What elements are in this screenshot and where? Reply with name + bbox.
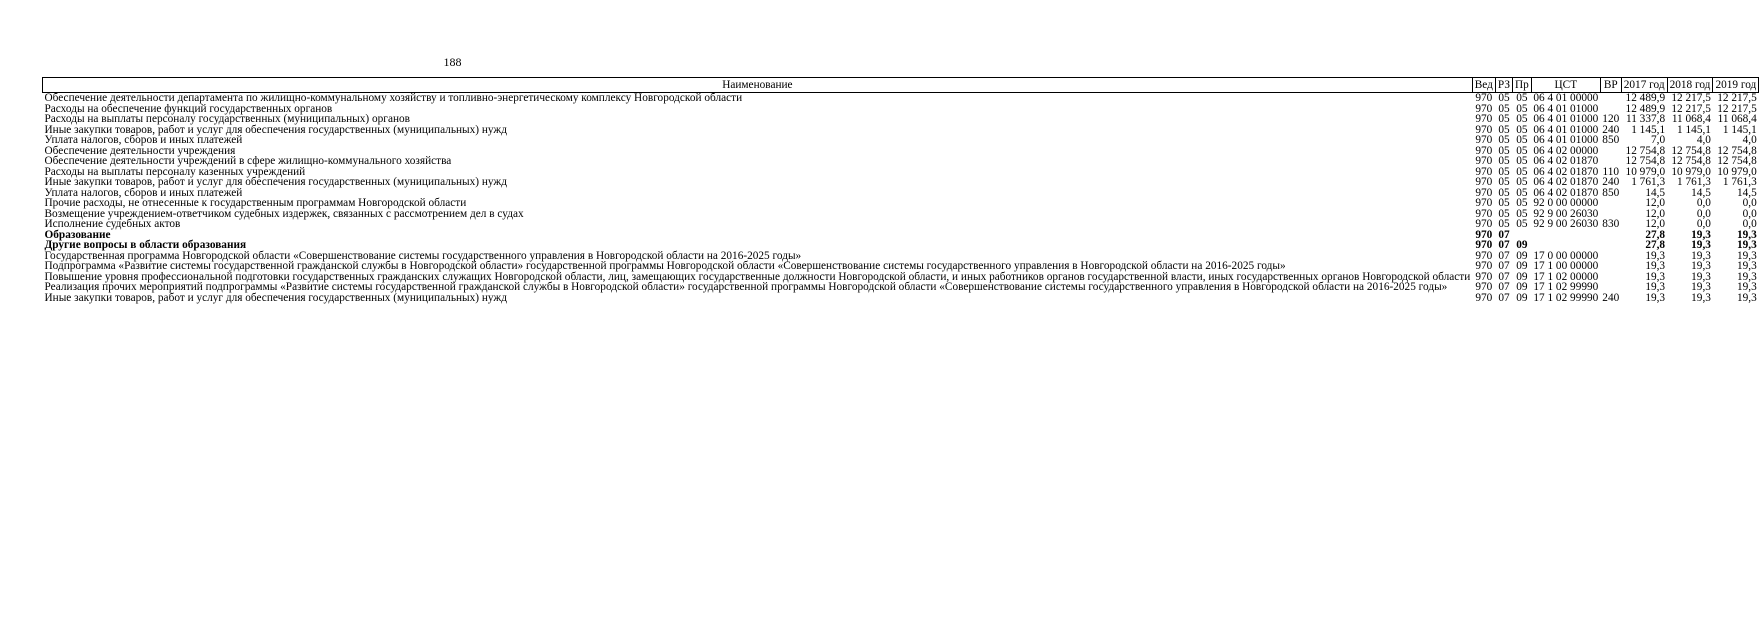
cell-rz: 05 bbox=[1498, 134, 1510, 146]
cell-ved: 970 bbox=[1475, 249, 1493, 262]
cell-cst: 17 1 02 00000 bbox=[1533, 270, 1599, 283]
cell-y2019: 4,0 bbox=[1742, 134, 1757, 146]
cell-y2019: 14,5 bbox=[1737, 186, 1757, 199]
cell-y2019: 12 217,5 bbox=[1717, 92, 1757, 104]
cell-vr bbox=[1600, 282, 1621, 293]
cell-vr bbox=[1600, 156, 1621, 167]
cell-cst: 06 4 02 01870 bbox=[1533, 186, 1599, 199]
cell-rz: 07 bbox=[1498, 228, 1510, 241]
cell-y2018: 12 754,8 bbox=[1671, 144, 1711, 157]
cell-name: Уплата налогов, сборов и иных платежей bbox=[44, 186, 243, 199]
cell-cst: 06 4 01 00000 bbox=[1533, 92, 1599, 104]
cell-cst: 06 4 02 00000 bbox=[1533, 144, 1599, 157]
cell-ved: 970 bbox=[1475, 186, 1493, 199]
cell-y2017: 7,0 bbox=[1650, 134, 1666, 146]
cell-pr: 05 bbox=[1516, 144, 1528, 157]
table-body bbox=[43, 93, 1759, 304]
cell-name: Расходы на выплаты персоналу казенных учреждений bbox=[44, 165, 306, 178]
cell-y2019: 11 068,4 bbox=[1717, 113, 1757, 125]
cell-cst: 92 9 00 26030 bbox=[1533, 207, 1599, 220]
cell-name: Реализация прочих мероприятий подпрограммы «Развитие системы государственной гражданской службы в Новгородской области» государственной программы Новгородской области «Совершенствование системы государственного управления в Новгородской области на 2016-2025 годы» bbox=[44, 281, 1448, 293]
cell-cst: 06 4 02 01870 bbox=[1533, 155, 1599, 167]
cell-pr: 09 bbox=[1516, 291, 1528, 304]
cell-y2017: 14,5 bbox=[1645, 186, 1666, 199]
cell-pr: 09 bbox=[1516, 281, 1528, 293]
cell-y2017: 12 754,8 bbox=[1625, 144, 1666, 157]
cell-y2017: 19,3 bbox=[1645, 281, 1666, 293]
cell-y2018: 0,0 bbox=[1696, 197, 1711, 209]
cell-pr: 05 bbox=[1516, 92, 1528, 104]
table-row bbox=[43, 240, 1759, 251]
cell-y2017: 19,3 bbox=[1645, 249, 1666, 262]
cell-rz: 07 bbox=[1498, 291, 1510, 304]
cell-pr: 05 bbox=[1516, 113, 1528, 125]
cell-y2019: 19,3 bbox=[1737, 239, 1757, 251]
page-number: 188 bbox=[443, 55, 462, 69]
cell-pr: 05 bbox=[1516, 186, 1528, 199]
cell-y2017: 1 145,1 bbox=[1631, 123, 1666, 136]
cell-rz: 05 bbox=[1498, 176, 1510, 188]
cell-name: Иные закупки товаров, работ и услуг для обеспечения государственных (муниципальных) нужд bbox=[44, 176, 507, 188]
cell-y2018: 1 761,3 bbox=[1677, 176, 1711, 188]
cell-pr: 05 bbox=[1516, 134, 1528, 146]
cell-vr: 240 bbox=[1602, 123, 1620, 136]
cell-ved: 970 bbox=[1475, 123, 1493, 136]
cell-y2018: 19,3 bbox=[1691, 281, 1711, 293]
cell-pr: 09 bbox=[1516, 249, 1528, 262]
header-name: Наименование bbox=[43, 78, 1473, 93]
cell-vr: 120 bbox=[1602, 113, 1620, 125]
cell-cst: 06 4 01 01000 bbox=[1533, 102, 1599, 115]
table-row bbox=[43, 293, 1759, 304]
cell-y2018: 12 217,5 bbox=[1671, 102, 1711, 115]
header-2018: 2018 год bbox=[1667, 78, 1713, 93]
cell-name: Другие вопросы в области образования bbox=[44, 239, 247, 251]
cell-y2017: 1 761,3 bbox=[1631, 176, 1666, 188]
cell-name: Образование bbox=[44, 228, 111, 241]
cell-cst: 17 0 00 00000 bbox=[1533, 249, 1599, 262]
cell-y2018: 0,0 bbox=[1696, 218, 1711, 230]
cell-cst: 17 1 02 99990 bbox=[1533, 291, 1599, 304]
cell-rz: 07 bbox=[1498, 281, 1510, 293]
cell-rz: 05 bbox=[1498, 144, 1510, 157]
cell-y2018: 11 068,4 bbox=[1671, 113, 1711, 125]
cell-vr bbox=[1600, 93, 1621, 104]
cell-name: Исполнение судебных актов bbox=[44, 218, 181, 230]
cell-ved: 970 bbox=[1475, 260, 1493, 272]
cell-y2019: 12 217,5 bbox=[1717, 102, 1757, 115]
cell-y2019: 0,0 bbox=[1742, 218, 1757, 230]
cell-y2019: 12 754,8 bbox=[1717, 155, 1757, 167]
cell-ved: 970 bbox=[1475, 228, 1493, 241]
cell-y2017: 10 979,0 bbox=[1625, 165, 1666, 178]
cell-ved: 970 bbox=[1475, 218, 1493, 230]
cell-name: Прочие расходы, не отнесенные к государственным программам Новгородской области bbox=[44, 197, 467, 209]
table-row bbox=[43, 135, 1759, 146]
cell-y2018: 19,3 bbox=[1691, 291, 1711, 304]
cell-name: Расходы на выплаты персоналу государственных (муниципальных) органов bbox=[44, 113, 410, 125]
cell-ved: 970 bbox=[1475, 134, 1493, 146]
cell-vr: 240 bbox=[1602, 291, 1620, 304]
table-row bbox=[43, 156, 1759, 167]
cell-pr: 09 bbox=[1516, 260, 1528, 272]
cell-pr: 05 bbox=[1516, 176, 1528, 188]
cell-ved: 970 bbox=[1475, 155, 1493, 167]
cell-y2017: 19,3 bbox=[1645, 270, 1666, 283]
cell-ved: 970 bbox=[1475, 281, 1493, 293]
cell-cst: 06 4 02 01870 bbox=[1533, 165, 1599, 178]
cell-vr: 110 bbox=[1602, 165, 1620, 178]
cell-pr: 05 bbox=[1516, 197, 1528, 209]
cell-vr bbox=[1600, 198, 1621, 209]
cell-y2018: 12 754,8 bbox=[1671, 155, 1711, 167]
cell-cst: 92 9 00 26030 bbox=[1533, 218, 1599, 230]
table-row bbox=[43, 198, 1759, 209]
cell-ved: 970 bbox=[1475, 270, 1493, 283]
cell-name: Уплата налогов, сборов и иных платежей bbox=[44, 134, 243, 146]
cell-y2017: 27,8 bbox=[1645, 239, 1666, 251]
cell-name: Возмещение учреждением-ответчиком судебных издержек, связанных с рассмотрением дел в судах bbox=[44, 207, 524, 220]
cell-y2019: 19,3 bbox=[1737, 228, 1757, 241]
table-row bbox=[43, 219, 1759, 230]
cell-y2019: 19,3 bbox=[1737, 270, 1757, 283]
cell-vr: 240 bbox=[1602, 176, 1620, 188]
cell-y2019: 19,3 bbox=[1737, 281, 1757, 293]
cell-y2019: 19,3 bbox=[1737, 260, 1757, 272]
cell-pr: 05 bbox=[1516, 165, 1528, 178]
cell-pr: 05 bbox=[1516, 102, 1528, 115]
cell-y2017: 12 489,9 bbox=[1625, 102, 1666, 115]
cell-vr: 850 bbox=[1602, 186, 1620, 199]
header-cst: ЦСТ bbox=[1531, 78, 1600, 93]
cell-name: Расходы на обеспечение функций государственных органов bbox=[44, 102, 333, 115]
cell-y2018: 14,5 bbox=[1691, 186, 1711, 199]
cell-y2019: 0,0 bbox=[1742, 197, 1757, 209]
cell-y2017: 12 489,9 bbox=[1625, 92, 1666, 104]
cell-rz: 05 bbox=[1498, 113, 1510, 125]
cell-pr: 05 bbox=[1516, 155, 1528, 167]
header-vr: ВР bbox=[1600, 78, 1621, 93]
cell-vr bbox=[1600, 272, 1621, 283]
cell-name: Иные закупки товаров, работ и услуг для обеспечения государственных (муниципальных) нужд bbox=[44, 123, 507, 136]
cell-ved: 970 bbox=[1475, 144, 1493, 157]
cell-rz: 05 bbox=[1498, 218, 1510, 230]
cell-cst: 17 1 02 99990 bbox=[1533, 281, 1599, 293]
cell-ved: 970 bbox=[1475, 176, 1493, 188]
cell-ved: 970 bbox=[1475, 113, 1493, 125]
header-2017: 2017 год bbox=[1621, 78, 1667, 93]
cell-vr bbox=[1600, 146, 1621, 157]
cell-y2018: 19,3 bbox=[1691, 228, 1711, 241]
cell-vr bbox=[1600, 251, 1621, 262]
cell-pr: 05 bbox=[1516, 218, 1528, 230]
table-row bbox=[43, 177, 1759, 188]
cell-y2018: 1 145,1 bbox=[1677, 123, 1711, 136]
cell-y2018: 10 979,0 bbox=[1671, 165, 1711, 178]
header-2019: 2019 год bbox=[1713, 78, 1759, 93]
cell-pr: 09 bbox=[1516, 239, 1528, 251]
header-pr: Пр bbox=[1513, 78, 1532, 93]
cell-y2019: 0,0 bbox=[1742, 207, 1757, 220]
cell-vr bbox=[1600, 240, 1621, 251]
cell-vr: 850 bbox=[1602, 134, 1620, 146]
table-row bbox=[43, 114, 1759, 125]
cell-ved: 970 bbox=[1475, 239, 1493, 251]
table-header-row bbox=[43, 78, 1759, 93]
cell-name: Обеспечение деятельности департамента по жилищно-коммунальному хозяйству и топливно-энергетическому комплексу Новгородской области bbox=[44, 92, 743, 104]
cell-rz: 05 bbox=[1498, 92, 1510, 104]
cell-cst: 92 0 00 00000 bbox=[1533, 197, 1599, 209]
cell-name: Обеспечение деятельности учреждений в сфере жилищно-коммунального хозяйства bbox=[44, 155, 452, 167]
cell-y2018: 19,3 bbox=[1691, 270, 1711, 283]
cell-cst bbox=[1531, 240, 1600, 251]
cell-cst bbox=[1531, 230, 1600, 241]
cell-y2018: 19,3 bbox=[1691, 239, 1711, 251]
cell-name: Подпрограмма «Развитие системы государственной гражданской службы в Новгородской области» государственной программы Новгородской области «Совершенствование системы государственного управления в Новгородской области на 2016-2025 годы» bbox=[44, 260, 1286, 272]
cell-ved: 970 bbox=[1475, 92, 1493, 104]
cell-ved: 970 bbox=[1475, 102, 1493, 115]
cell-ved: 970 bbox=[1475, 197, 1493, 209]
cell-name: Государственная программа Новгородской области «Совершенствование системы государственного управления в Новгородской области на 2016-2025 годы» bbox=[44, 249, 802, 262]
cell-y2019: 1 145,1 bbox=[1722, 123, 1757, 136]
cell-name: Иные закупки товаров, работ и услуг для обеспечения государственных (муниципальных) нужд bbox=[44, 291, 507, 304]
cell-y2017: 19,3 bbox=[1645, 291, 1666, 304]
budget-table bbox=[42, 77, 1759, 303]
cell-cst: 06 4 01 01000 bbox=[1533, 123, 1599, 136]
table-row bbox=[43, 261, 1759, 272]
table-row bbox=[43, 282, 1759, 293]
cell-pr: 05 bbox=[1516, 123, 1528, 136]
cell-rz: 05 bbox=[1498, 165, 1510, 178]
cell-y2017: 12,0 bbox=[1645, 218, 1666, 230]
cell-y2018: 19,3 bbox=[1691, 260, 1711, 272]
cell-rz: 05 bbox=[1498, 155, 1510, 167]
cell-y2019: 19,3 bbox=[1737, 249, 1757, 262]
cell-y2019: 12 754,8 bbox=[1717, 144, 1757, 157]
cell-pr: 05 bbox=[1516, 207, 1528, 220]
cell-y2018: 4,0 bbox=[1696, 134, 1711, 146]
cell-y2017: 19,3 bbox=[1645, 260, 1666, 272]
cell-y2017: 11 337,8 bbox=[1625, 113, 1666, 125]
cell-pr: 09 bbox=[1516, 270, 1528, 283]
cell-y2017: 12 754,8 bbox=[1625, 155, 1666, 167]
cell-vr: 830 bbox=[1602, 218, 1620, 230]
cell-y2017: 12,0 bbox=[1645, 207, 1666, 220]
cell-rz: 07 bbox=[1498, 270, 1510, 283]
cell-rz: 05 bbox=[1498, 207, 1510, 220]
cell-y2017: 27,8 bbox=[1645, 228, 1666, 241]
cell-name: Обеспечение деятельности учреждения bbox=[44, 144, 236, 157]
cell-y2019: 1 761,3 bbox=[1722, 176, 1757, 188]
cell-rz: 05 bbox=[1498, 102, 1510, 115]
cell-rz: 05 bbox=[1498, 123, 1510, 136]
cell-rz: 05 bbox=[1498, 186, 1510, 199]
cell-name: Повышение уровня профессиональной подготовки государственных гражданских служащих Новгородской области, лиц, замещающих государственные должности Новгородской области, и иных работников органов государственной власти, иных государственных органов Новгородской области bbox=[44, 270, 1471, 283]
cell-cst: 06 4 01 01000 bbox=[1533, 113, 1599, 125]
cell-rz: 07 bbox=[1498, 260, 1510, 272]
cell-ved: 970 bbox=[1475, 165, 1493, 178]
cell-vr bbox=[1600, 261, 1621, 272]
header-ved: Вед bbox=[1472, 78, 1495, 93]
cell-rz: 05 bbox=[1498, 197, 1510, 209]
cell-y2018: 12 217,5 bbox=[1671, 92, 1711, 104]
cell-y2017: 12,0 bbox=[1645, 197, 1666, 209]
cell-vr bbox=[1600, 230, 1621, 241]
table-row bbox=[43, 93, 1759, 104]
cell-y2018: 0,0 bbox=[1696, 207, 1711, 220]
cell-cst: 06 4 01 01000 bbox=[1533, 134, 1599, 146]
cell-ved: 970 bbox=[1475, 207, 1493, 220]
cell-y2018: 19,3 bbox=[1691, 249, 1711, 262]
cell-rz: 07 bbox=[1498, 239, 1510, 251]
cell-ved: 970 bbox=[1475, 291, 1493, 304]
cell-cst: 06 4 02 01870 bbox=[1533, 176, 1599, 188]
cell-y2019: 10 979,0 bbox=[1717, 165, 1757, 178]
cell-rz: 07 bbox=[1498, 249, 1510, 262]
cell-cst: 17 1 00 00000 bbox=[1533, 260, 1599, 272]
cell-y2019: 19,3 bbox=[1737, 291, 1757, 304]
header-rz: РЗ bbox=[1495, 78, 1512, 93]
